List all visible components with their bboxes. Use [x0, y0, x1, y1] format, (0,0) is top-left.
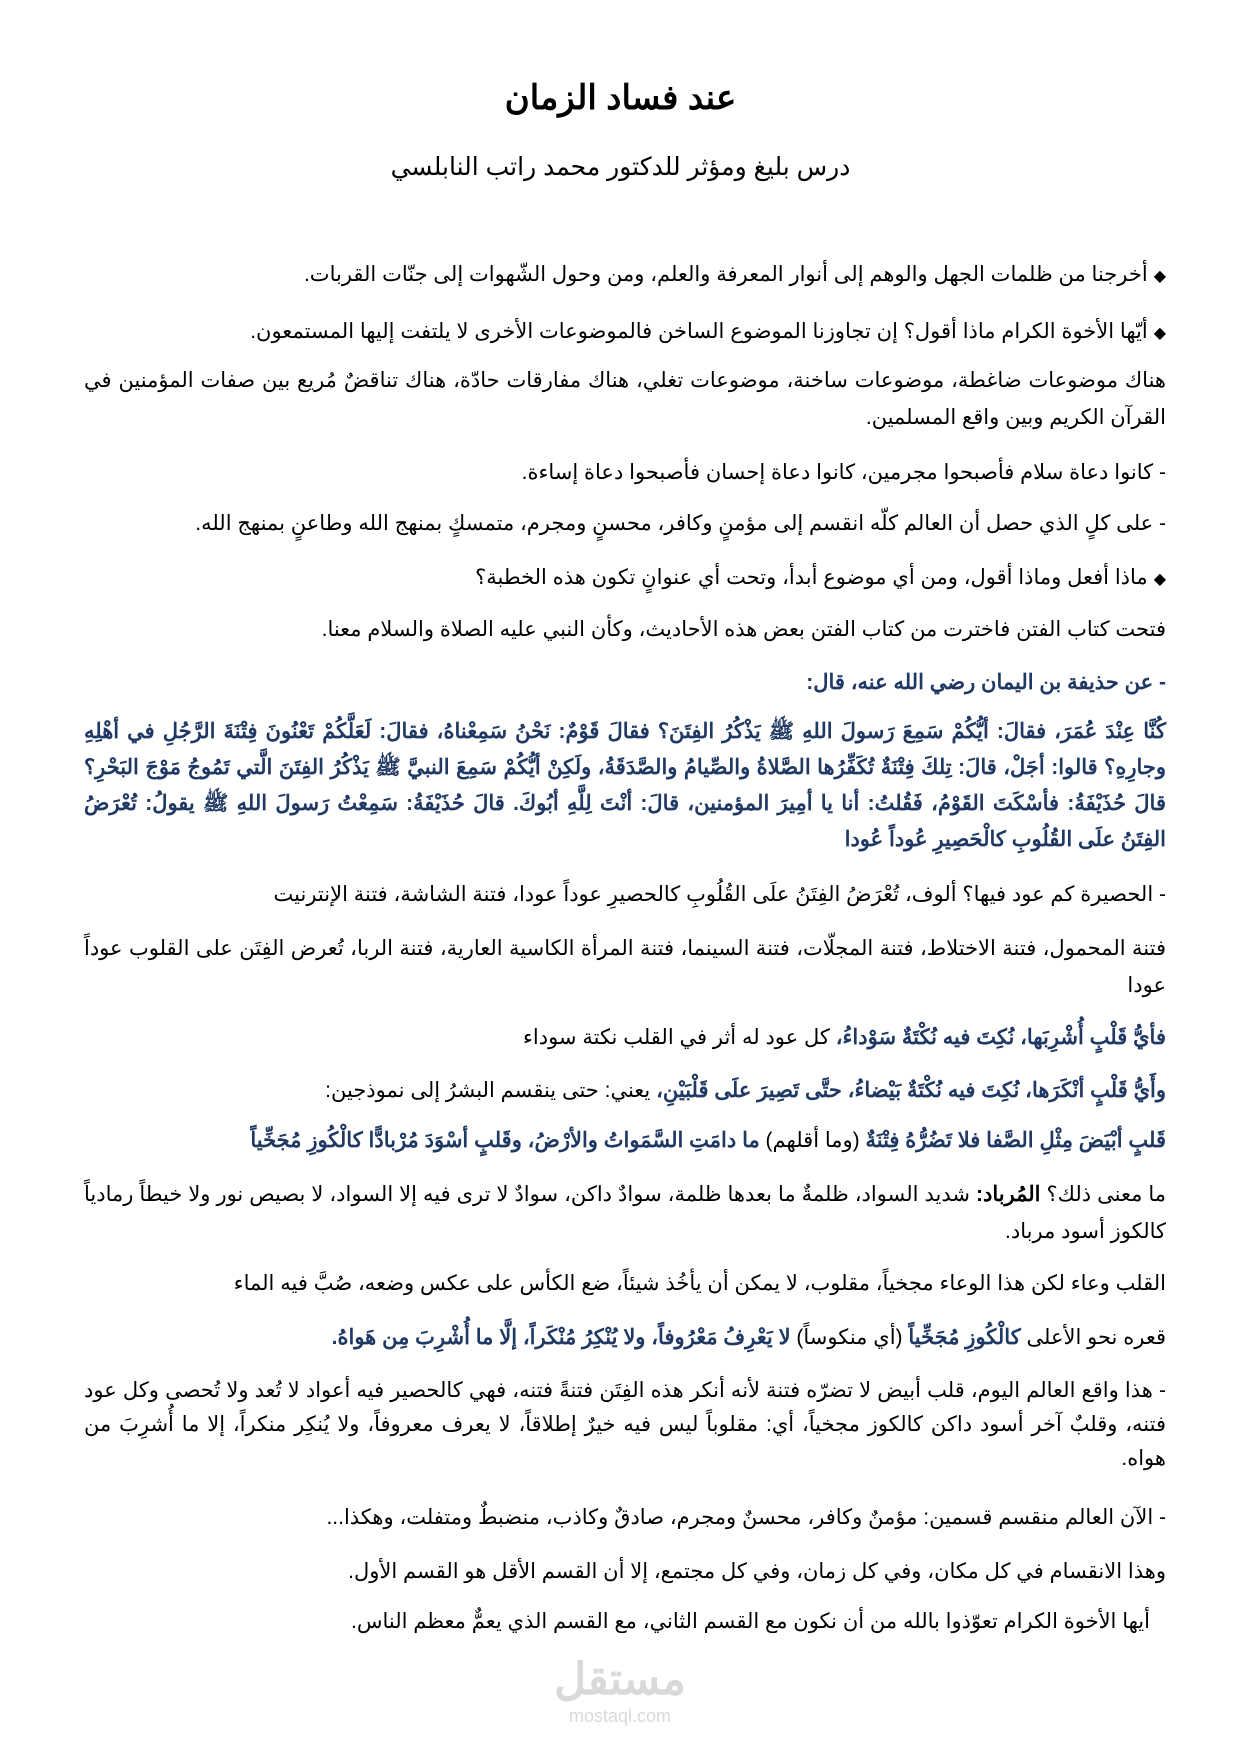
term-label: المُرباد:	[975, 1183, 1041, 1206]
paragraph-bullet-2	[84, 313, 1166, 352]
paragraph-text: قعره نحو الأعلى	[1020, 1326, 1166, 1349]
paragraph-text: (أي منكوساً)	[790, 1326, 909, 1349]
paragraph-text: أخرجنا من ظلمات الجهل والوهم إلى أنوار المعرفة والعلم، ومن وحول الشّهوات إلى جنّات القربات.	[303, 263, 1148, 286]
paragraph-bullet-1	[84, 256, 1166, 295]
paragraph-15: القلب وعاء لكن هذا الوعاء مجخياً، مقلوب، لا يمكن أن يأخُذ شيئاً، ضع الكأس على عكس وضعه، صُبَّ فيه الماء	[233, 1272, 1166, 1295]
mostaql-watermark	[540, 1655, 700, 1727]
document-subtitle: درس بليغ ومؤثر للدكتور محمد راتب النابلسي	[390, 153, 851, 181]
paragraph-7: فتحت كتاب الفتن فاخترت من كتاب الفتن بعض هذه الأحاديث، وكأن النبي عليه الصلاة والسلام معنا.	[321, 618, 1166, 641]
paragraph-3: هناك موضوعات ضاغطة، موضوعات ساخنة، موضوعات تغلي، هناك مفارقات حادّة، هناك تناقضٌ مُريع بين صفات المؤمنين في القرآن الكريم وبين واقع المسلمين.	[84, 369, 1166, 429]
paragraph-text: شديد السواد، ظلمةٌ ما بعدها ظلمة، سوادٌ داكن، سوادٌ لا ترى فيه إلا السواد، لا بصيص نور ولا خيطاً رمادياً كالكوز أسود مرباد.	[84, 1183, 1166, 1243]
diamond-bullet-icon: ◆	[1153, 268, 1166, 285]
paragraph-18: - الآن العالم منقسم قسمين: مؤمنٌ وكافر، محسنٌ ومجرم، صادقٌ وكاذب، منضبطٌ ومتفلت، وهكذا...	[326, 1506, 1166, 1529]
paragraph-20: أيها الأخوة الكرام تعوّذوا بالله من أن نكون مع القسم الثاني، مع القسم الذي يعمٌّ معظم الناس.	[351, 1610, 1150, 1633]
paragraph-text: يعني: حتى ينقسم البشرُ إلى نموذجين:	[325, 1079, 657, 1102]
watermark-url: mostaql.com	[568, 1706, 672, 1726]
paragraph-4: - كانوا دعاة سلام فأصبحوا مجرمين، كانوا دعاة إحسان فأصبحوا دعاة إساءة.	[521, 461, 1166, 484]
paragraph-text: (وما أقلهم)	[759, 1129, 866, 1152]
paragraph-10: فتنة المحمول، فتنة الاختلاط، فتنة المجلّات، فتنة السينما، فتنة المرأة الكاسية العارية، فتنة الربا، تُعرض الفِتَن على القلوب عوداً عودا	[84, 937, 1166, 997]
paragraph-11	[84, 1019, 1166, 1056]
diamond-bullet-icon: ◆	[1153, 325, 1166, 342]
paragraph-12	[84, 1072, 1166, 1109]
paragraph-13	[84, 1122, 1166, 1159]
paragraph-bullet-6	[84, 559, 1166, 598]
hadith-quote: كالْكُوزِ مُجَخِّياً	[908, 1326, 1021, 1349]
paragraph-17: - هذا واقع العالم اليوم، قلب أبيض لا تضرّه فتنة لأنه أنكر هذه الفِتَن فتنةً فتنه، فهي كالحصير فيه أعواد لا تُعد ولا تُحصى وكل عود فتنه، وقلبٌ آخر أسود داكن كالكوز مجخياً، أي: مقلوباً ليس فيه خيرٌ إطلاقاً، لا يعرف معروفاً، ولا يُنكِر منكراً، إلا ما أُشرِبَ من هواه.	[84, 1379, 1166, 1470]
paragraph-19: وهذا الانقسام في كل مكان، وفي كل زمان، وفي كل مجتمع، إلا أن القسم الأقل هو القسم الأول.	[348, 1560, 1166, 1583]
watermark-logo: مستقل	[554, 1655, 686, 1704]
document-title: عند فساد الزمان	[504, 79, 737, 117]
diamond-bullet-icon: ◆	[1153, 571, 1166, 588]
hadith-quote: ما دامَتِ السَّمَواتُ والأرْضُ، وقَلبٍ أسْوَدَ مُرْبادًّا كالْكُوزِ مُجَخِّياً	[250, 1129, 760, 1152]
paragraph-text: ماذا أفعل وماذا أقول، ومن أي موضوع أبدأ، وتحت أي عنوانٍ تكون هذه الخطبة؟	[475, 566, 1148, 589]
paragraph-9: - الحصيرة كم عود فيها؟ ألوف، تُعْرَضُ الفِتَنُ علَى القُلُوبِ كالحصيرِ عوداً عودا، فتنة الشاشة، فتنة الإنترنيت	[273, 883, 1166, 906]
paragraph-5: - على كلٍ الذي حصل أن العالم كلّه انقسم إلى مؤمنٍ وكافر، محسنٍ ومجرم، متمسكٍ بمنهج الله وطاعنٍ بمنهج الله.	[195, 512, 1166, 535]
paragraph-text: كل عود له أثر في القلب نكتة سوداء	[523, 1026, 836, 1049]
hadith-quote: قَلبٍ أبْيَضَ مِثْلِ الصَّفا فلا تَضُرُّهُ فِتْنَةٌ	[865, 1129, 1166, 1152]
hadith-quote: لا يَعْرِفُ مَعْرُوفاً، ولا يُنْكِرُ مُنْكَراً، إلَّا ما أُشْرِبَ مِن هَواهُ.	[331, 1326, 791, 1349]
hadith-intro: - عن حذيفة بن اليمان رضي الله عنه، قال:	[806, 671, 1166, 694]
hadith-text: كُنَّا عِنْدَ عُمَرَ، فقالَ: أيُّكُمْ سَمِعَ رَسولَ اللهِ ﷺ يَذْكُرُ الفِتَنَ؟ فقالَ قَوْمٌ: نَحْنُ سَمِعْناهُ، فقالَ: لَعَلَّكُمْ تَعْنُونَ فِتْنَةَ الرَّجُلِ في أهْلِهِ وجارِهِ؟ قالوا: أجَلْ، قالَ: تِلكَ فِتْنَةٌ تُكَفِّرُها الصَّلاةُ والصِّيامُ والصَّدَقَةُ، ولَكِنْ أيُّكُمْ سَمِعَ النبيَّ ﷺ يَذْكُرُ الفِتَنَ الَّتي تَمُوجُ مَوْجَ البَحْرِ؟ قالَ حُذَيْفَةُ: فأسْكَتَ القَوْمُ، فَقُلتُ: أنا يا أمِيرَ المؤمنين، قالَ: أنْتَ لِلَّهِ أبُوكَ. قالَ حُذَيْفَةُ: سَمِعْتُ رَسولَ اللهِ ﷺ يقولُ: تُعْرَضُ الفِتَنُ علَى القُلُوبِ كالْحَصِيرِ عُوداً عُودا	[84, 720, 1166, 851]
hadith-quote: فأيُّ قَلْبٍ أُشْرِبَها، نُكِتَ فيه نُكْتَةٌ سَوْداءُ،	[835, 1026, 1166, 1049]
paragraph-16	[84, 1319, 1166, 1356]
paragraph-text: أيّها الأخوة الكرام ماذا أقول؟ إن تجاوزنا الموضوع الساخن فالموضوعات الأخرى لا يلتفت إليها المستمعون.	[250, 320, 1148, 343]
hadith-quote: وأَيُّ قَلْبٍ أنْكَرَها، نُكِتَ فيه نُكْتَةٌ بَيْضاءُ، حتَّى تَصِيرَ علَى قَلْبَيْنِ،	[656, 1079, 1166, 1102]
paragraph-text: ما معنى ذلك؟	[1040, 1183, 1166, 1206]
paragraph-14	[84, 1176, 1166, 1250]
